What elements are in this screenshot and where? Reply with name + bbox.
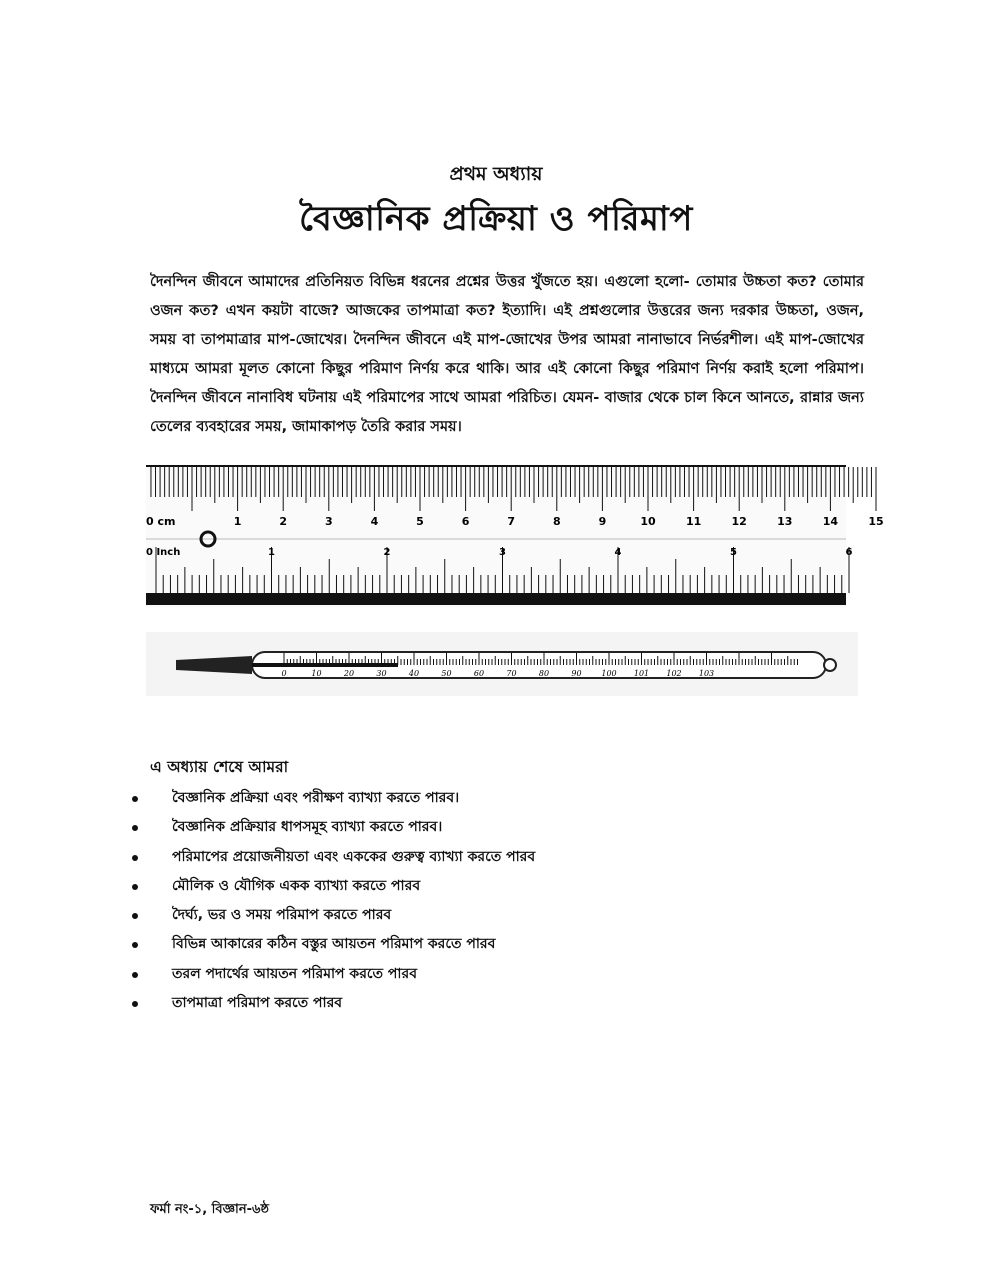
list-item: দৈর্ঘ্য, ভর ও সময় পরিমাপ করতে পারব <box>150 901 535 930</box>
thermometer-scale-label: 100 <box>601 669 617 678</box>
thermometer-scale-label: 70 <box>506 669 517 678</box>
objectives-heading: এ অধ্যায় শেষে আমরা <box>150 758 289 776</box>
ruler-cm-tick-label: 14 <box>822 515 839 528</box>
thermometer-scale-label: 60 <box>473 669 485 678</box>
ruler-inch-tick-label: 6 <box>845 547 853 558</box>
thermometer-scale-label: 102 <box>666 669 682 678</box>
ruler-cm-tick-label: 7 <box>507 515 516 528</box>
list-item: মৌলিক ও যৌগিক একক ব্যাখ্যা করতে পারব <box>150 872 535 901</box>
list-item: বৈজ্ঞানিক প্রক্রিয়া এবং পরীক্ষণ ব্যাখ্যা করতে পারব। <box>150 784 535 813</box>
ruler-inch-label: 0 Inch <box>146 547 181 558</box>
ruler-cm-tick-label: 13 <box>777 515 793 528</box>
list-item: বিভিন্ন আকারের কঠিন বস্তুর আয়তন পরিমাপ করতে পারব <box>150 930 535 959</box>
page-footer: ফর্মা নং-১, বিজ্ঞান-৬ষ্ঠ <box>150 1202 269 1217</box>
list-item: বৈজ্ঞানিক প্রক্রিয়ার ধাপসমূহ ব্যাখ্যা করতে পারব। <box>150 813 535 842</box>
thermometer-illustration <box>146 632 858 696</box>
ruler-inch-tick-label: 1 <box>268 547 275 558</box>
ruler-inch-tick-label: 5 <box>730 547 737 558</box>
chapter-label: প্রথম অধ্যায় <box>449 163 543 185</box>
ruler-cm-tick-label: 11 <box>685 515 702 528</box>
ruler-cm-tick-label: 5 <box>416 515 424 528</box>
thermometer-scale-label: 103 <box>698 669 715 678</box>
chapter-title: বৈজ্ঞানিক প্রক্রিয়া ও পরিমাপ <box>299 199 693 239</box>
ruler-cm-tick-label: 12 <box>731 515 747 528</box>
ruler-inch-tick-label: 2 <box>383 547 391 558</box>
ruler-cm-label: 0 cm <box>146 515 176 528</box>
ruler-inch-tick-label: 4 <box>614 547 622 558</box>
ruler-cm-tick-label: 15 <box>868 515 884 528</box>
ruler-cm-tick-label: 6 <box>461 515 470 528</box>
thermometer-scale-label: 90 <box>571 669 582 678</box>
ruler-illustration <box>146 465 884 607</box>
intro-paragraph: দৈনন্দিন জীবনে আমাদের প্রতিনিয়ত বিভিন্ন ধরনের প্রশ্নের উত্তর খুঁজতে হয়। এগুলো হলো- তোমার উচ্চতা কত? তোমার ওজন কত? এখন কয়টা বাজে? আজকের তাপমাত্রা কত? ইত্যাদি। এই প্রশ্নগুলোর উত্তরের জন্য দরকার উচ্চতা, ওজন, সময় বা তাপমাত্রার মাপ-জোখের। দৈনন্দিন জীবনে এই মাপ-জোখের উপর আমরা নানাভাবে নির্ভরশীল। এই মাপ-জোখের মাধ্যমে আমরা মূলত কোনো কিছুর পরিমাণ নির্ণয় করে থাকি। আর এই কোনো কিছুর পরিমাণ নির্ণয় করাই হলো পরিমাপ। দৈনন্দিন জীবনে নানাবিধ ঘটনায় এই পরিমাপের সাথে আমরা পরিচিত। যেমন- বাজার থেকে চাল কিনে আনতে, রান্নার জন্য তেলের ব্যবহারের সময়, জামাকাপড় তৈরি করার সময়। <box>150 274 864 435</box>
ruler-cm-tick-label: 3 <box>324 515 333 528</box>
list-item: তরল পদার্থের আয়তন পরিমাপ করতে পারব <box>150 960 535 989</box>
thermometer-end-loop <box>824 659 836 671</box>
ruler-cm-tick-label: 1 <box>233 515 242 528</box>
thermometer-scale-label: 40 <box>408 669 420 678</box>
ruler-cm-tick-label: 9 <box>598 515 607 528</box>
ruler-cm-tick-label: 4 <box>370 515 379 528</box>
thermometer-scale-label: 50 <box>441 669 452 678</box>
thermometer-scale-label: 30 <box>376 669 387 678</box>
ruler-cm-tick-label: 2 <box>279 515 288 528</box>
ruler-inch-tick-label: 3 <box>499 547 506 558</box>
objectives-list <box>150 784 535 1018</box>
thermometer-scale-label: 101 <box>633 669 650 678</box>
thermometer-scale-label: 10 <box>311 669 322 678</box>
thermometer-scale-label: 0 <box>281 669 287 678</box>
list-item: তাপমাত্রা পরিমাপ করতে পারব <box>150 989 535 1018</box>
ruler-cm-tick-label: 8 <box>552 515 561 528</box>
thermometer-scale-label: 80 <box>538 669 550 678</box>
list-item: পরিমাপের প্রয়োজনীয়তা এবং এককের গুরুত্ব ব্যাখ্যা করতে পারব <box>150 843 535 872</box>
thermometer-scale-label: 20 <box>343 669 355 678</box>
ruler-cm-tick-label: 10 <box>640 515 656 528</box>
